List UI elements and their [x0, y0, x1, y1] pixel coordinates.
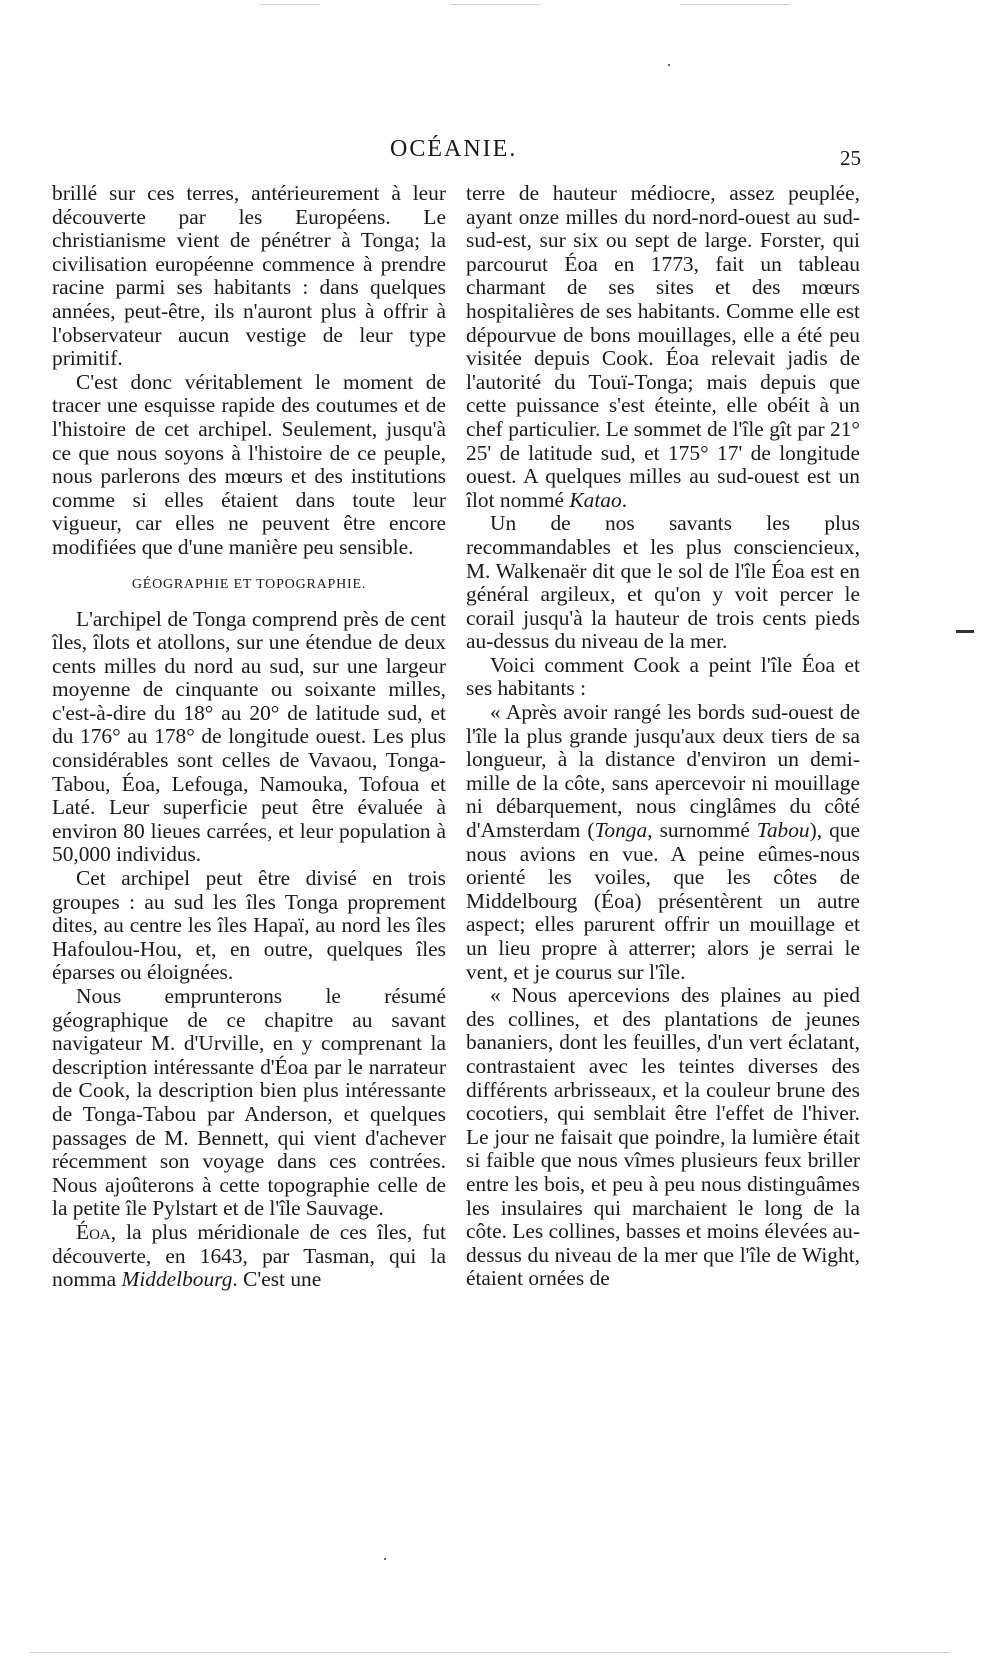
scan-speck	[668, 64, 670, 66]
italic-term: Tonga	[594, 818, 648, 843]
paragraph	[466, 182, 860, 512]
paragraph: Cet archipel peut être divisé en trois groupes : au sud les îles Tonga proprement dites, au centre les îles Hapaï, au nord les îles Hafoulou-Hou, et, en outre, quelques îles éparses ou éloignées.	[52, 866, 446, 985]
scan-edge-top	[260, 4, 320, 5]
right-column	[466, 182, 860, 1291]
quote-paragraph	[466, 701, 860, 984]
text-run: . C'est une	[232, 1267, 322, 1292]
island-name: Éoa	[76, 1219, 111, 1244]
text-run: , surnommé	[647, 818, 757, 843]
page-number: 25	[840, 146, 861, 170]
margin-mark	[956, 630, 974, 633]
left-column	[52, 182, 446, 1292]
paragraph: Nous emprunterons le résumé géographique de ce chapitre au savant navigateur M. d'Urville, en y comprenant la description intéressante d'Éoa par le narrateur de Cook, la description bien plus intéressante de Tonga-Tabou par Anderson, et quelques passages de M. Bennett, qui vient d'achever récemment son voyage dans ces contrées. Nous ajoûterons à cette topographie celle de la petite île Pylstart et de l'île Sauvage.	[52, 984, 446, 1221]
running-head: OCÉANIE.	[390, 136, 518, 162]
italic-term: Tabou	[756, 818, 810, 843]
section-heading: GÉOGRAPHIE ET TOPOGRAPHIE.	[131, 576, 367, 592]
scan-speck	[384, 1558, 386, 1560]
text-run: « Après avoir rangé les bords sud-ouest de l'île la plus grande jusqu'aux deux tiers de sa longueur, à la distance d'environ un demi-mille de la côte, sans apercevoir ni mouillage ni débarquement, nous cinglâmes du côté d'Amsterdam (	[466, 700, 860, 843]
scan-edge-top	[680, 4, 790, 5]
scan-edge-top	[450, 4, 540, 5]
scan-edge-bottom	[30, 1652, 950, 1653]
paragraph: Un de nos savants les plus recommandables et les plus consciencieux, M. Walkenaër dit que le sol de l'île Éoa est en général argileux, et qu'on y voit percer le corail jusqu'à la hauteur de trois cents pieds au-dessus du niveau de la mer.	[466, 511, 860, 654]
paragraph: brillé sur ces terres, antérieurement à leur découverte par les Européens. Le christianisme vient de pénétrer à Tonga; la civilisation européenne commence à prendre racine parmi ses habitants : dans quelques années, peut-être, ils n'auront plus à offrir à l'observateur aucun vestige de leur type primitif.	[52, 181, 446, 371]
paragraph	[52, 1221, 446, 1292]
paragraph: Voici comment Cook a peint l'île Éoa et ses habitants :	[466, 652, 860, 701]
italic-term: Katao	[569, 487, 622, 512]
paragraph: L'archipel de Tonga comprend près de cent îles, îlots et atollons, sur une étendue de deux cents milles du nord au sud, sur une largeur moyenne de cinquante ou soixante milles, c'est-à-dire du 18° au 20° de latitude sud, et du 176° au 178° de longitude ouest. Les plus considérables sont celles de Vavaou, Tonga-Tabou, Éoa, Lefouga, Namouka, Tofoua et Laté. Leur superficie peut être évaluée à environ 80 lieues carrées, et leur population à 50,000 individus.	[52, 606, 446, 867]
quote-paragraph: « Nous apercevions des plaines au pied des collines, et des plantations de jeunes bananiers, dont les feuilles, d'un vert éclatant, contrastaient avec les teintes diverses des différents arbrisseaux, et la couleur brune des cocotiers, qui semblait être l'effet de l'hiver. Le jour ne faisait que poindre, la lumière était si faible que nous vîmes plusieurs feux briller entre les bois, et peu à peu nous distinguâmes les insulaires qui marchaient le long de la côte. Les collines, basses et moins élevées au-dessus du niveau de la mer que l'île de Wight, étaient ornées de	[466, 983, 860, 1291]
italic-term: Middelbourg	[121, 1267, 233, 1292]
paragraph: C'est donc véritablement le moment de tracer une esquisse rapide des coutumes et de l'histoire de cet archipel. Seulement, jusqu'à ce que nous soyons à l'histoire de ce peuple, nous parlerons des mœurs et des institutions comme si elles étaient dans toute leur vigueur, car elles ne peuvent être encore modifiées que d'une manière peu sensible.	[52, 369, 446, 559]
text-run: , la plus méridionale de ces îles, fut découverte, en 1643, par Tasman, qui la nomma	[52, 1219, 446, 1292]
text-run: terre de hauteur médiocre, assez peuplée, ayant onze milles du nord-nord-ouest au sud-sud-est, sur six ou sept de large. Forster, qui parcourut Éoa en 1773, fait un tableau charmant de ses sites et des mœurs hospitalières de ses habitants. Comme elle est dépourvue de bons mouillages, elle a été peu visitée depuis Cook. Éoa relevait jadis de l'autorité du Touï-Tonga; mais depuis que cette puissance s'est éteinte, elle obéit à un chef particulier. Le sommet de l'île gît par 21° 25' de latitude sud, et 175° 17' de longitude ouest. A quelques milles au sud-ouest est un îlot nommé	[466, 181, 860, 512]
text-run: ), que nous avions en vue. A peine eûmes-nous orienté les voiles, que les côtes de Middelbourg (Éoa) présentèrent un autre aspect; elles parurent offrir un mouillage et un lieu propre à atterrer; alors je serrai le vent, et je courus sur l'île.	[466, 818, 860, 984]
text-run: .	[621, 487, 628, 512]
